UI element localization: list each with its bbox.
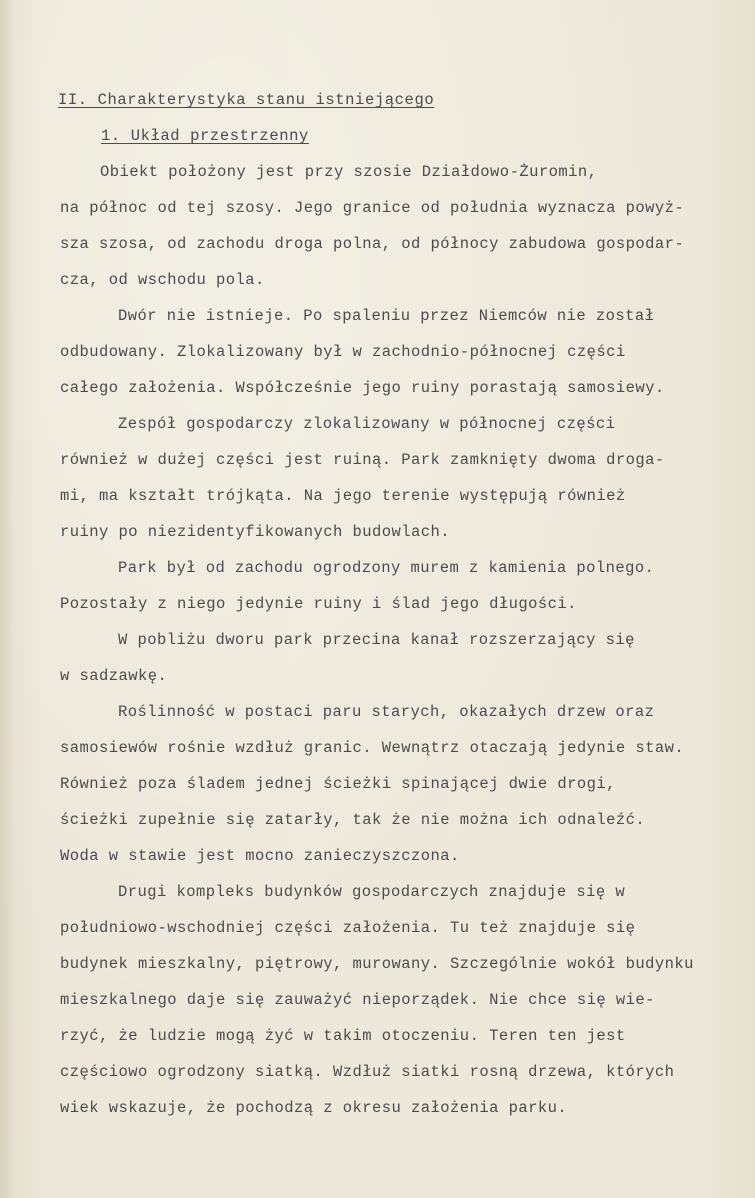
text-line: Drugi kompleks budynków gospodarczych znajduje się w [118,883,626,901]
text-line: samosiewów rośnie wzdłuż granic. Wewnątrz otaczają jedynie staw. [60,739,685,757]
text-line: całego założenia. Współcześnie jego ruiny porastają samosiewy. [60,379,665,397]
text-line: częściowo ogrodzony siatką. Wzdłuż siatki rosną drzewa, których [60,1063,675,1081]
text-line: w sadzawkę. [60,667,168,685]
text-line: cza, od wschodu pola. [60,271,265,289]
text-line: Również poza śladem jednej ścieżki spinającej dwie drogi, [60,775,616,793]
text-line: na północ od tej szosy. Jego granice od południa wyznacza powyż- [60,199,685,217]
text-line: ruiny po niezidentyfikowanych budowlach. [60,523,451,541]
page-margin [0,0,14,1198]
text-line: Woda w stawie jest mocno zanieczyszczona. [60,847,460,865]
text-line: budynek mieszkalny, piętrowy, murowany. Szczególnie wokół budynku [60,955,694,973]
text-line: Roślinność w postaci paru starych, okazałych drzew oraz [118,703,655,721]
text-line: W pobliżu dworu park przecina kanał rozszerzający się [118,631,635,649]
text-line: południowo-wschodniej części założenia. Tu też znajduje się [60,919,636,937]
text-line: również w dużej części jest ruiną. Park zamknięty dwoma droga- [60,451,665,469]
text-line: ścieżki zupełnie się zatarły, tak że nie można ich odnaleźć. [60,811,646,829]
text-line: mieszkalnego daje się zauważyć nieporządek. Nie chce się wie- [60,991,655,1009]
text-line: Obiekt położony jest przy szosie Działdowo-Żuromin, [100,163,598,181]
subsection-heading: 1. Układ przestrzenny [101,127,309,145]
text-line: rzyć, że ludzie mogą żyć w takim otoczeniu. Teren ten jest [60,1027,626,1045]
text-line: Dwór nie istnieje. Po spaleniu przez Niemców nie został [118,307,655,325]
text-line: mi, ma kształt trójkąta. Na jego terenie występują również [60,487,626,505]
section-heading: II. Charakterystyka stanu istniejącego [58,91,435,109]
text-line: Park był od zachodu ogrodzony murem z kamienia polnego. [118,559,655,577]
text-line: Zespół gospodarczy zlokalizowany w północnej części [118,415,616,433]
text-line: wiek wskazuje, że pochodzą z okresu założenia parku. [60,1099,568,1117]
text-line: odbudowany. Zlokalizowany był w zachodnio-północnej części [60,343,626,361]
text-line: Pozostały z niego jedynie ruiny i ślad jego długości. [60,595,577,613]
text-line: sza szosa, od zachodu droga polna, od północy zabudowa gospodar- [60,235,685,253]
